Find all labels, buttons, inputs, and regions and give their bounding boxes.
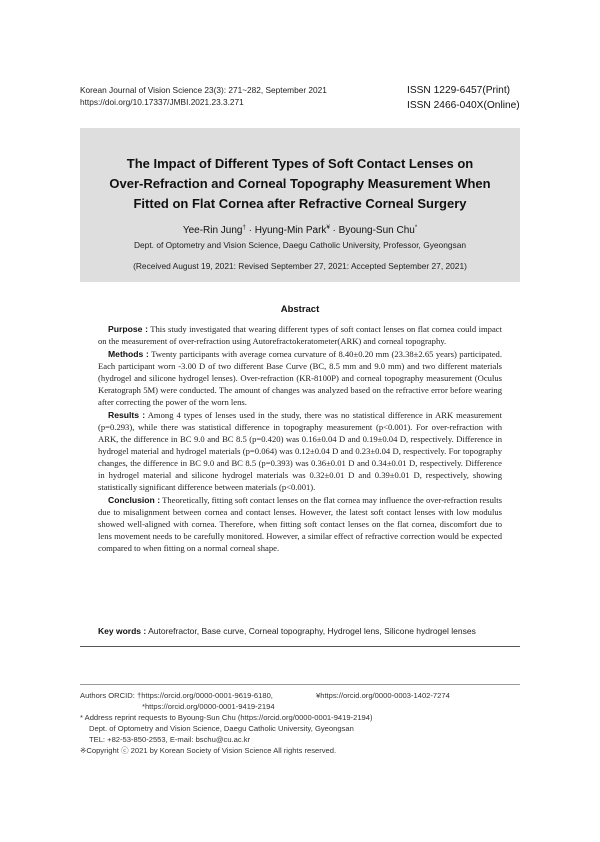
methods-text: Twenty participants with average cornea curvature of 8.40±0.20 mm (23.38±2.65 years) participated. Each participant worn -3.00 D of two different Base Curve (BC, 8.5 mm and 9.0 mm) and two different materials (hydrogel and silicone hydrogel lenses). Over-refraction (KR-8100P) and corneal topography measurement (Oculus Keratograph 5M) were conducted. The amount of changes was analyzed based on the refractive error before wearing after correcting the power of the worn lens. — [98, 348, 503, 408]
journal-citation — [80, 84, 327, 108]
abstract-body — [98, 323, 502, 555]
author-separator: · — [329, 225, 339, 236]
author-separator: · — [245, 225, 255, 236]
results-label: Results : — [108, 409, 146, 420]
author-mark: * — [414, 225, 418, 231]
doi-link[interactable]: https://doi.org/10.17337/JMBI.2021.23.3.271 — [80, 97, 244, 107]
abstract-conclusion — [98, 494, 502, 554]
issn-block — [407, 83, 520, 113]
footnotes — [80, 690, 520, 756]
copyright: ※Copyright ⓒ 2021 by Korean Society of Vision Science All rights reserved. — [80, 746, 337, 755]
purpose-label: Purpose : — [108, 324, 148, 334]
footnote-divider — [80, 684, 520, 685]
received-dates: (Received August 19, 2021: Revised September 27, 2021: Accepted September 27, 2021) — [133, 261, 467, 271]
orcid-prefix: Authors ORCID: — [80, 691, 137, 700]
paper-title — [80, 154, 520, 214]
conclusion-text: Theoretically, fitting soft contact lenses on the flat cornea may influence the over-refraction results due to misalignment between cornea and contact lenses. However, the latest soft contact lenses with low modulus showed well-aligned with cornea. Therefore, when fitting soft contact lenses on the flat cornea, discomfort due to lens movement needs to be carefully monitored. However, a similar effect of refractive correction would be expected compared to when fitting on a normal corneal shape. — [98, 494, 502, 554]
author-name: Hyung-Min Park — [254, 225, 327, 236]
author-list — [80, 221, 520, 238]
results-text: Among 4 types of lenses used in the study, there was no statistical difference in ARK measurement (p=0.293), while there was statistical difference in topography measurement (p<0.001). For over-refraction with ARK, the difference in BC 9.0 and BC 8.5 (p=0.420) was 0.16±0.04 D and 0.19±0.04 D, respectively. Difference in hydrogel material and hydrogel materials (p=0.064) was 0.12±0.04 D and 0.23±0.04 D, respectively. For topography changes, the difference in BC 9.0 and BC 8.5 (p=0.393) was 0.36±0.01 D and 0.34±0.01 D, respectively. Difference in hydrogel material and silicone hydrogel materials was 0.32±0.01 D and 0.39±0.01 D, respectively, showing statistically significant difference between materials (p<0.001). — [98, 409, 502, 493]
methods-label: Methods : — [108, 348, 149, 359]
orcid-line — [80, 701, 520, 712]
author-name: Byoung-Sun Chu — [338, 225, 415, 236]
keywords-text: Autorefractor, Base curve, Corneal topography, Hydrogel lens, Silicone hydrogel lenses — [146, 626, 476, 636]
purpose-text: This study investigated that wearing different types of soft contact lenses on flat cornea could impact on the measurement of over-refraction using Autorefractokeratometer(ARK) and corneal topography. — [98, 324, 503, 347]
author-name: Yee-Rin Jung — [182, 225, 243, 236]
keywords-divider — [80, 646, 520, 647]
abstract-purpose — [98, 323, 502, 347]
reprint-address: Dept. of Optometry and Vision Science, Daegu Catholic University, Gyeongsan — [89, 724, 354, 733]
issn-online: ISSN 2466-040X(Online) — [407, 100, 520, 111]
title-line-1: The Impact of Different Types of Soft Contact Lenses on — [126, 156, 474, 171]
title-line-2: Over-Refraction and Corneal Topography Measurement When — [109, 176, 491, 191]
conclusion-label: Conclusion : — [108, 494, 161, 505]
reprint-request: * Address reprint requests to Byoung-Sun Chu (https://orcid.org/0000-0001-9419-2194) — [80, 713, 373, 722]
abstract-methods — [98, 348, 502, 408]
keywords-label: Key words : — [98, 626, 147, 636]
orcid-line — [80, 690, 520, 701]
author-mark: ¥ — [326, 225, 330, 231]
journal-name-line: Korean Journal of Vision Science 23(3): 271~282, September 2021 — [80, 85, 327, 95]
title-line-3: Fitted on Flat Cornea after Refractive Corneal Surgery — [133, 196, 467, 211]
issn-print: ISSN 1229-6457(Print) — [407, 85, 511, 96]
orcid-link[interactable]: ¥https://orcid.org/0000-0003-1402-7274 — [316, 691, 450, 700]
orcid-link[interactable]: *https://orcid.org/0000-0001-9419-2194 — [142, 702, 275, 711]
abstract-results — [98, 409, 502, 494]
title-box — [80, 128, 520, 282]
keywords — [98, 625, 508, 637]
orcid-link[interactable]: †https://orcid.org/0000-0001-9619-6180, — [136, 691, 273, 700]
reprint-contact: TEL: +82-53-850-2553, E-mail: bschu@cu.ac.kr — [89, 735, 251, 744]
abstract-heading: Abstract — [280, 304, 320, 315]
affiliation: Dept. of Optometry and Vision Science, Daegu Catholic University, Professor, Gyeongsan — [133, 240, 467, 250]
author-mark: † — [242, 225, 246, 231]
